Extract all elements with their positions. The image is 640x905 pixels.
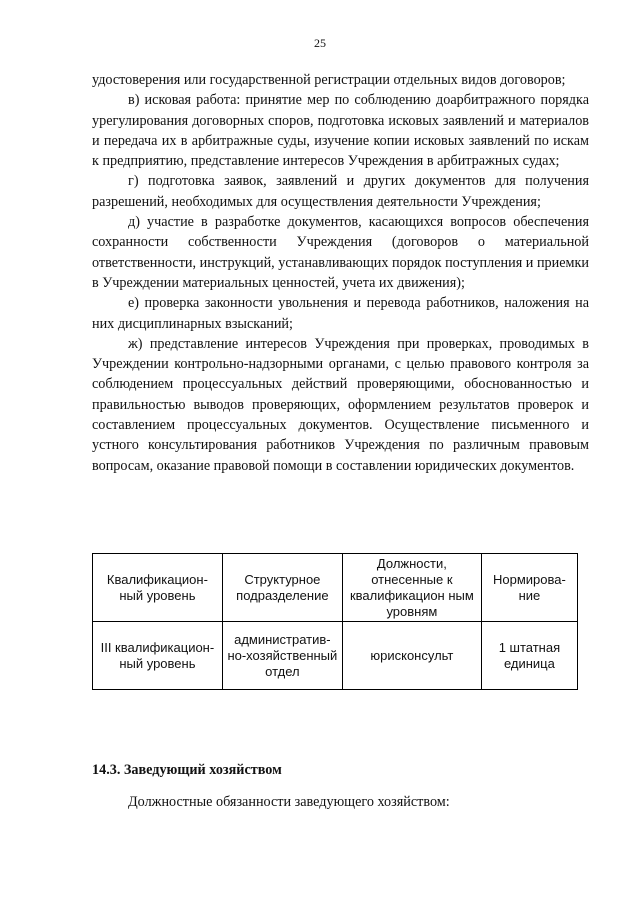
- header-qualification-level: Квалификацион-ный уровень: [93, 554, 223, 622]
- cell-structural-unit: административ-но-хозяйственный отдел: [222, 622, 342, 690]
- paragraph-contract-registration: удостоверения или государственной регистрации отдельных видов договоров;: [92, 72, 566, 88]
- header-structural-unit: Структурное подразделение: [222, 554, 342, 622]
- paragraph-dismissal-check: е) проверка законности увольнения и перевода работников, наложения на них дисциплинарных взысканий;: [92, 295, 589, 332]
- header-positions: Должности, отнесенные к квалификацион ным уровням: [342, 554, 481, 622]
- qualification-table: [92, 553, 578, 690]
- cell-position: юрисконсульт: [342, 622, 481, 690]
- paragraph-property-safety: д) участие в разработке документов, касающихся вопросов обеспечения сохранности собственности Учреждения (договоров о материальной ответственности, инструкций, устанавливающих порядок поступления и приемки в Учреждении материальных ценностей, учета их движения);: [92, 214, 589, 291]
- table-header-row: [93, 554, 578, 622]
- cell-qualification-level: III квалификацион-ный уровень: [93, 622, 223, 690]
- paragraph-claims-work: в) исковая работа: принятие мер по соблюдению доарбитражного порядка урегулирования договорных споров, подготовка исковых заявлений и материалов и передача их в арбитражные суды, изучение копии исковых заявлений по искам к предприятию, представление интересов Учреждения в арбитражных судах;: [92, 92, 589, 170]
- paragraph-inspections: ж) представление интересов Учреждения при проверках, проводимых в Учреждении контрольно-надзорными органами, с целью правового контроля за соблюдением процессуальных действий проверяющими, обоснованностью и правильностью выводов проверяющих, оформлением результатов проверок и составлением процессуальных документов. Осуществление письменного и устного консультирования работников Учреждения по различным правовым вопросам, оказание правовой помощи в составлении юридических документов.: [92, 335, 589, 474]
- paragraph-permits: г) подготовка заявок, заявлений и других документов для получения разрешений, необходимых для осуществления деятельности Учреждения;: [92, 173, 589, 210]
- table-row: [93, 622, 578, 690]
- section-title: 14.3. Заведующий хозяйством: [92, 762, 282, 778]
- cell-staffing-norm: 1 штатная единица: [481, 622, 577, 690]
- header-staffing-norm: Нормирова-ние: [481, 554, 577, 622]
- duties-intro: Должностные обязанности заведующего хозяйством:: [128, 794, 450, 810]
- body-text: [92, 70, 589, 476]
- page-number: 25: [314, 36, 326, 50]
